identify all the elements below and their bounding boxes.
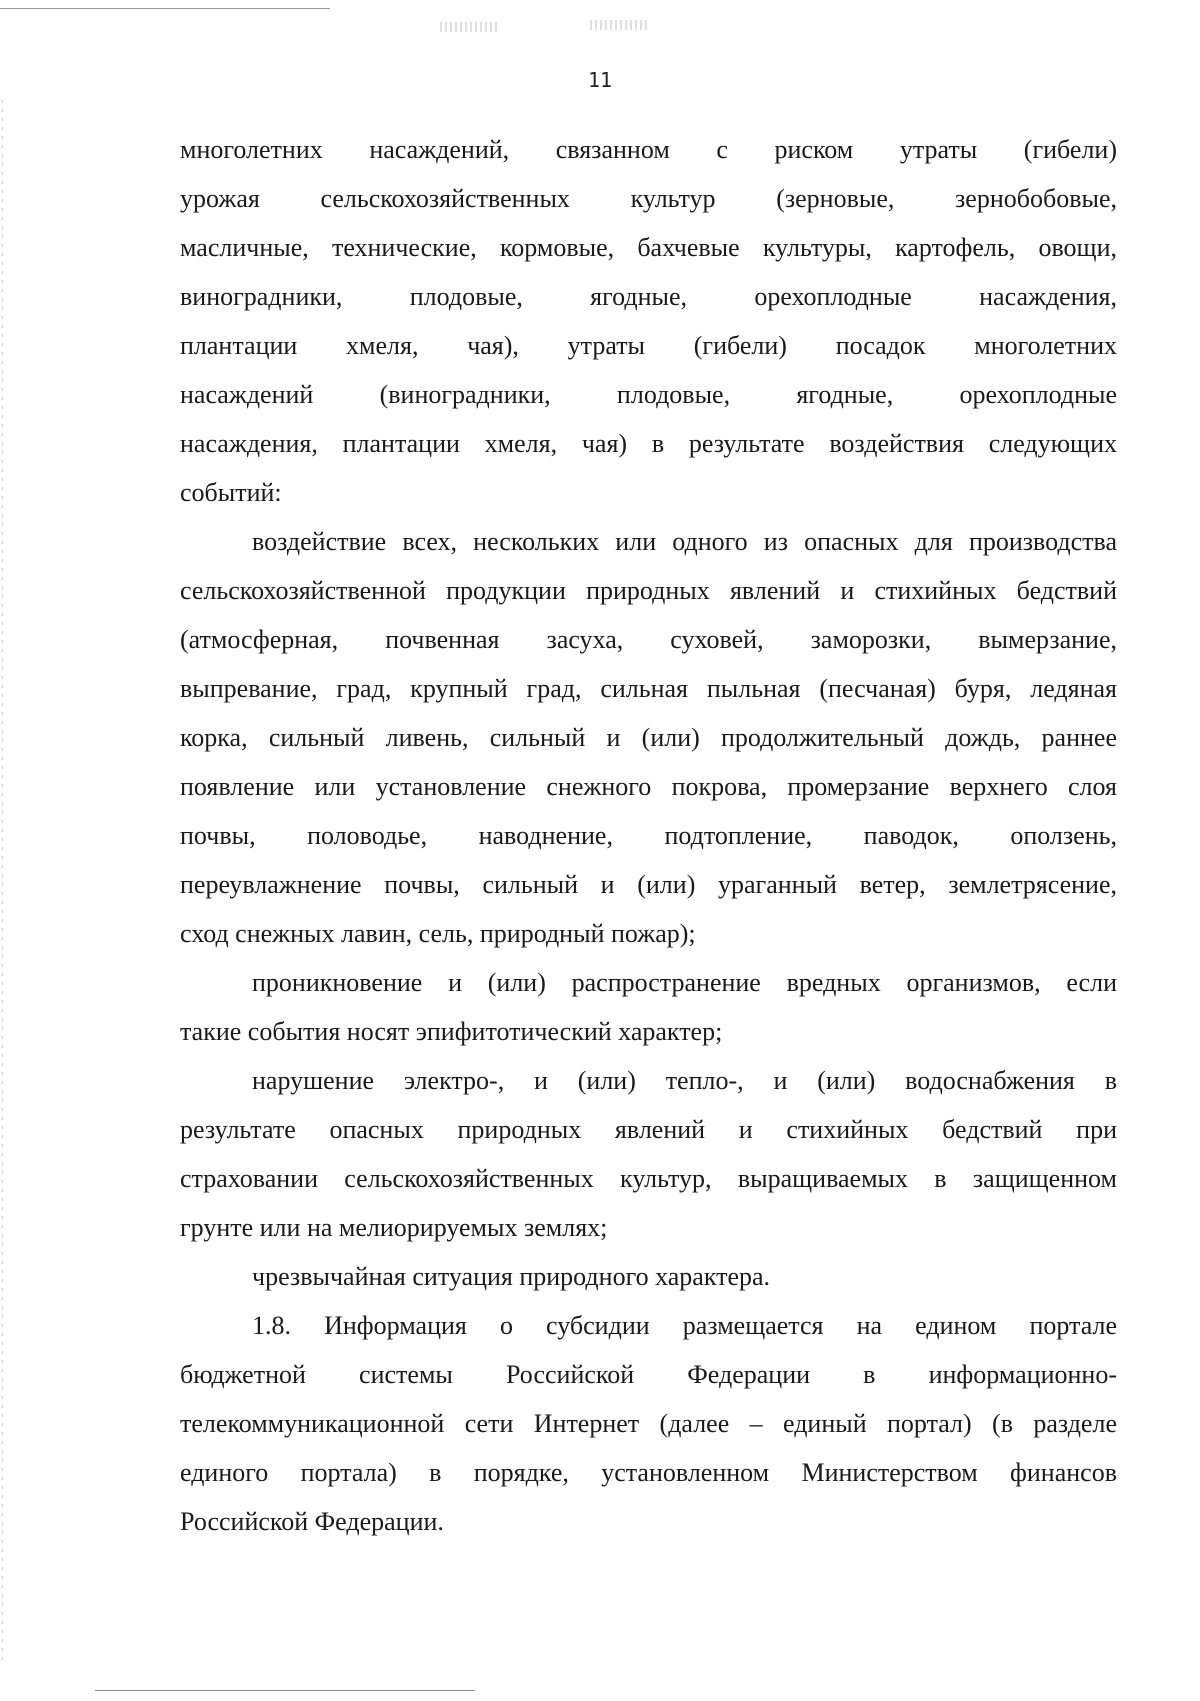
text-line: сход снежных лавин, сель, природный пожар); <box>180 919 696 948</box>
text-line: выпревание, град, крупный град, сильная пыльная (песчаная) буря, ледяная <box>180 674 1117 703</box>
scan-smudge <box>590 20 650 30</box>
paragraph <box>180 1252 1117 1301</box>
text-line: сельскохозяйственной продукции природных явлений и стихийных бедствий <box>180 576 1117 605</box>
text-line: переувлажнение почвы, сильный и (или) ураганный ветер, землетрясение, <box>180 870 1117 899</box>
text-line: Российской Федерации. <box>180 1507 444 1536</box>
paragraph <box>180 958 1117 1056</box>
text-line: страховании сельскохозяйственных культур, выращиваемых в защищенном <box>180 1164 1117 1193</box>
text-line: телекоммуникационной сети Интернет (далее – единый портал) (в разделе <box>180 1409 1117 1438</box>
text-line: плантации хмеля, чая), утраты (гибели) посадок многолетних <box>180 331 1117 360</box>
text-line: насаждения, плантации хмеля, чая) в результате воздействия следующих <box>180 429 1117 458</box>
scan-edge-left <box>2 100 3 1660</box>
paragraph <box>180 1301 1117 1546</box>
text-line: грунте или на мелиорируемых землях; <box>180 1213 608 1242</box>
text-line: урожая сельскохозяйственных культур (зерновые, зернобобовые, <box>180 184 1117 213</box>
paragraph <box>180 125 1117 517</box>
text-line: 1.8. Информация о субсидии размещается на едином портале <box>252 1311 1117 1340</box>
text-line: бюджетной системы Российской Федерации в информационно- <box>180 1360 1117 1389</box>
text-line: чрезвычайная ситуация природного характера. <box>252 1262 771 1291</box>
text-line: такие события носят эпифитотический характер; <box>180 1017 723 1046</box>
text-line: насаждений (виноградники, плодовые, ягодные, орехоплодные <box>180 380 1117 409</box>
scan-edge-line-bottom <box>95 1690 475 1691</box>
text-line: почвы, половодье, наводнение, подтопление, паводок, оползень, <box>180 821 1117 850</box>
paragraph <box>180 1056 1117 1252</box>
page-number: 11 <box>587 68 613 92</box>
text-line: корка, сильный ливень, сильный и (или) продолжительный дождь, раннее <box>180 723 1117 752</box>
text-line: виноградники, плодовые, ягодные, орехоплодные насаждения, <box>180 282 1117 311</box>
text-line: событий: <box>180 478 282 507</box>
text-line: появление или установление снежного покрова, промерзание верхнего слоя <box>180 772 1117 801</box>
text-line: масличные, технические, кормовые, бахчевые культуры, картофель, овощи, <box>180 233 1117 262</box>
document-body <box>180 125 1117 1546</box>
text-line: результате опасных природных явлений и стихийных бедствий при <box>180 1115 1117 1144</box>
scan-edge-line-top <box>0 8 330 9</box>
text-line: проникновение и (или) распространение вредных организмов, если <box>252 968 1117 997</box>
text-line: единого портала) в порядке, установленном Министерством финансов <box>180 1458 1117 1487</box>
paragraph <box>180 517 1117 958</box>
scan-smudge <box>440 22 500 32</box>
text-line: нарушение электро-, и (или) тепло-, и (или) водоснабжения в <box>252 1066 1117 1095</box>
text-line: воздействие всех, нескольких или одного из опасных для производства <box>252 527 1117 556</box>
text-line: (атмосферная, почвенная засуха, суховей, заморозки, вымерзание, <box>180 625 1117 654</box>
text-line: многолетних насаждений, связанном с риском утраты (гибели) <box>180 135 1117 164</box>
